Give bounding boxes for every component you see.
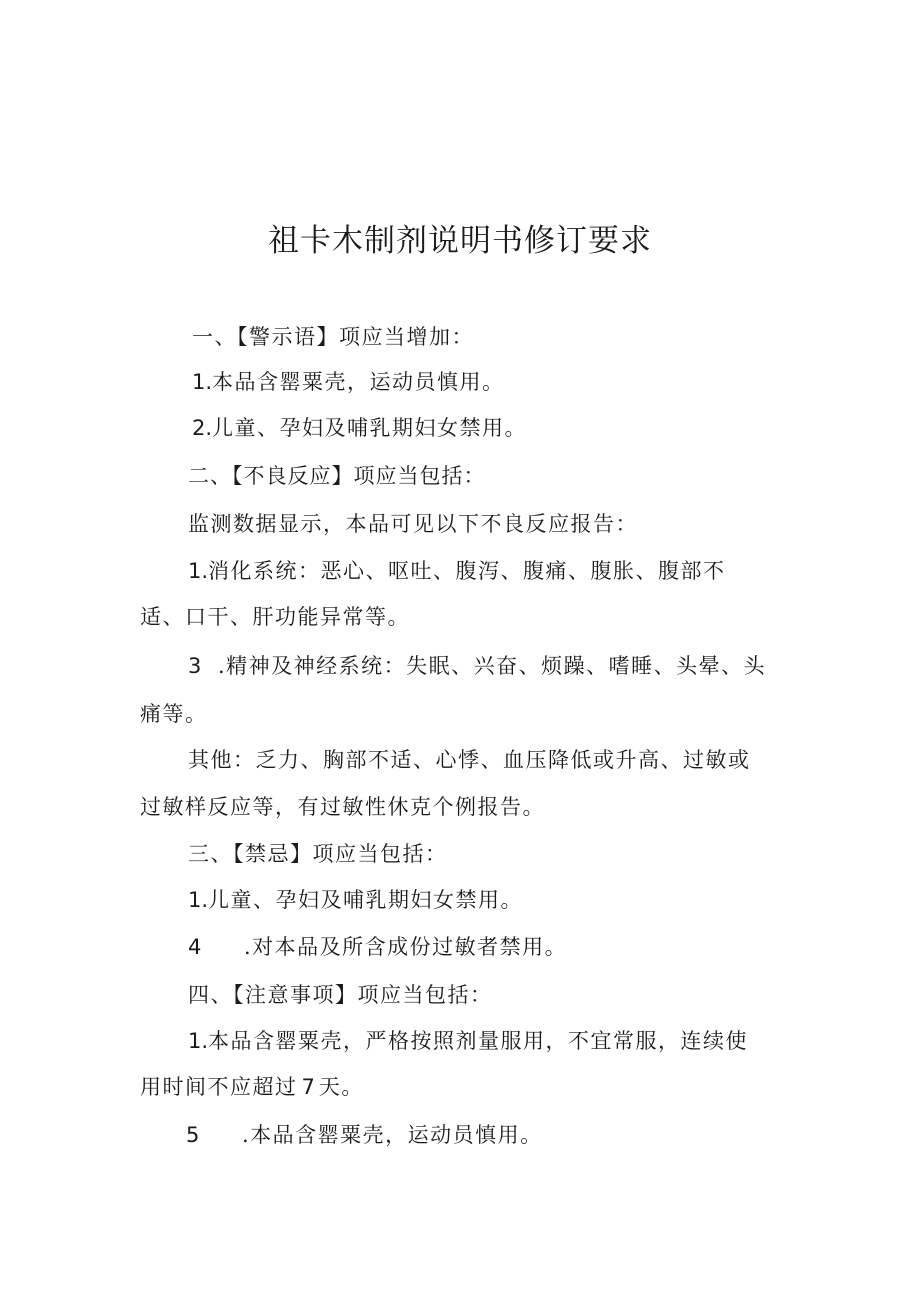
adverse-item-1-line-2: 适、口干、肝功能异常等。	[140, 605, 410, 629]
section-precautions-heading: 四、【注意事项】项应当包括：	[188, 983, 493, 1007]
adverse-intro: 监测数据显示，本品可见以下不良反应报告：	[188, 512, 638, 536]
adverse-item-1-text: 消化系统：恶心、呕吐、腹泻、腹痛、腹胀、腹部不	[208, 559, 726, 583]
section-adverse-heading: 二、【不良反应】项应当包括：	[188, 464, 486, 488]
precautions-item-1-line-2-start: 用时间不应超过	[140, 1075, 298, 1099]
page-title: 祖卡木制剂说明书修订要求	[268, 223, 652, 259]
precautions-item-5	[186, 1120, 543, 1150]
adverse-item-3-line-2: 痛等。	[140, 702, 208, 726]
adverse-item-1-line-1	[188, 556, 726, 586]
adverse-item-3-number: 3	[188, 654, 202, 678]
contraindications-item-4	[188, 932, 567, 962]
warning-item-2-number: 2.	[192, 416, 213, 440]
contraindications-item-4-number: 4	[188, 935, 202, 959]
precautions-days-number: 7	[301, 1075, 315, 1099]
precautions-item-5-text: .本品含罂粟壳，运动员慎用。	[242, 1123, 543, 1147]
precautions-item-1-line-2	[140, 1072, 364, 1102]
warning-item-1-number: 1.	[192, 370, 213, 394]
warning-item-1	[192, 367, 505, 397]
contraindications-item-1	[188, 885, 523, 915]
section-contraindications-heading: 三、【禁忌】项应当包括：	[188, 842, 448, 866]
adverse-item-1-number: 1.	[188, 559, 209, 583]
adverse-item-3-line-1	[188, 651, 766, 681]
adverse-other-line-1: 其他：乏力、胸部不适、心悸、血压降低或升高、过敏或	[188, 748, 751, 772]
precautions-item-1-number: 1.	[188, 1029, 209, 1053]
precautions-item-5-number: 5	[186, 1123, 200, 1147]
adverse-item-3-text: .精神及神经系统：失眠、兴奋、烦躁、嗜睡、头晕、头	[218, 654, 767, 678]
contraindications-item-1-text: 儿童、孕妇及哺乳期妇女禁用。	[208, 888, 524, 912]
contraindications-item-4-text: .对本品及所含成份过敏者禁用。	[244, 935, 568, 959]
section-warning-heading: 一、【警示语】项应当增加：	[192, 325, 474, 349]
contraindications-item-1-number: 1.	[188, 888, 209, 912]
precautions-item-1-line-2-end: 天。	[318, 1075, 364, 1099]
adverse-other-line-2: 过敏样反应等，有过敏性休克个例报告。	[140, 795, 545, 819]
precautions-item-1-line-1	[188, 1026, 748, 1056]
precautions-item-1-text: 本品含罂粟壳，严格按照剂量服用，不宜常服，连续使	[208, 1029, 749, 1053]
warning-item-2-text: 儿童、孕妇及哺乳期妇女禁用。	[212, 416, 528, 440]
warning-item-2	[192, 413, 527, 443]
warning-item-1-text: 本品含罂粟壳，运动员慎用。	[212, 370, 505, 394]
